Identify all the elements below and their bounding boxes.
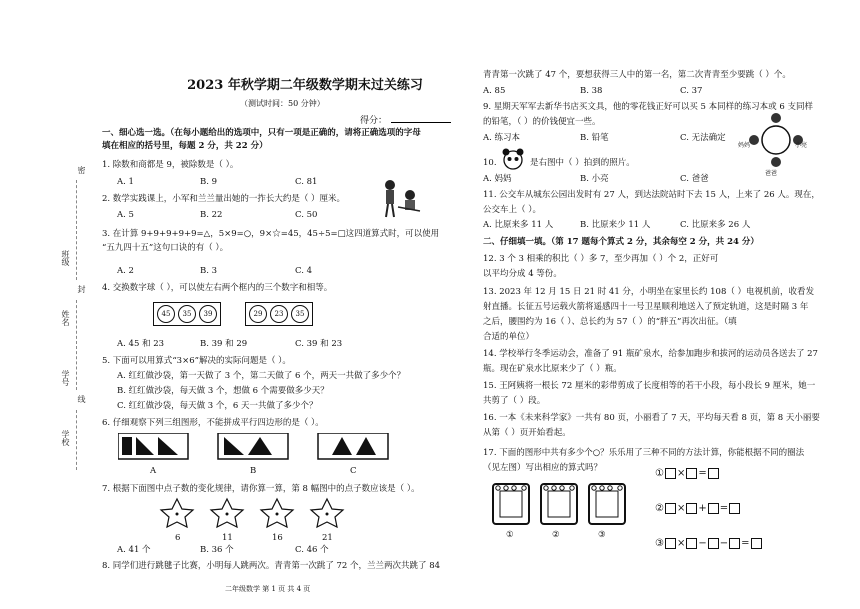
q11-option-c: C. 比原来多 26 人 bbox=[680, 220, 751, 230]
school-label: 学校 bbox=[61, 430, 70, 446]
q8-option-b: B. 38 bbox=[580, 86, 603, 96]
class-label: 班级 bbox=[61, 250, 70, 266]
q1-option-c: C. 81 bbox=[295, 177, 318, 187]
q14-line-1: 14. 学校举行冬季运动会，准备了 91 瓶矿泉水，给参加跑步和拔河的运动员各送去了 27 bbox=[483, 349, 818, 359]
score-field bbox=[360, 113, 451, 126]
q5-stem: 5. 下面可以用算式“3×6”解决的实际问题是（ ）。 bbox=[102, 356, 291, 366]
q13-line-1: 13. 2023 年 12 月 15 日 21 时 41 分，小明坐在家里长约 108（ ）电视机前，收看发 bbox=[483, 287, 815, 297]
q1-option-b: B. 9 bbox=[200, 177, 218, 187]
figure-label-xiaoliang: 小亮 bbox=[795, 142, 808, 149]
q6-option-a: A bbox=[150, 466, 157, 476]
equation-number: ② bbox=[655, 503, 664, 514]
q1-option-a: A. 1 bbox=[117, 177, 134, 187]
operator: − bbox=[698, 538, 707, 549]
equation-number: ③ bbox=[655, 538, 664, 549]
q7-count: 11 bbox=[222, 533, 233, 543]
q13-line-3: 之后，腰围约为 16（ ）、总长约为 57（ ）的“胖五”再次出征。（填 bbox=[483, 317, 737, 327]
figure-mark-3: ③ bbox=[598, 530, 606, 540]
q15-line-2: 共剪了（ ）段。 bbox=[483, 396, 546, 406]
name-label: 姓名 bbox=[61, 310, 70, 326]
q6-stem: 6. 仔细观察下列三组图形，不能拼成平行四边形的是（ ）。 bbox=[102, 418, 324, 428]
operator: × bbox=[676, 503, 686, 514]
q4-right-box bbox=[245, 302, 313, 326]
q8-option-c: C. 37 bbox=[680, 86, 703, 96]
section2-heading: 二、仔细填一填。（第 17 题每个算式 2 分，其余每空 2 分，共 24 分） bbox=[483, 237, 759, 247]
q10-stem: 10. bbox=[483, 158, 497, 168]
q14-line-2: 瓶。现在矿泉水比原来少了（ ）瓶。 bbox=[483, 364, 622, 374]
section1-heading-2: 填在相应的括号里，每题 2 分，共 22 分） bbox=[102, 141, 268, 151]
q11-stem-2: 公交车上（ ）。 bbox=[483, 205, 541, 215]
q7-count: 16 bbox=[272, 533, 283, 543]
operator: = bbox=[698, 468, 707, 479]
operator: × bbox=[676, 468, 686, 479]
panda-photo-icon bbox=[501, 147, 525, 171]
q2-option-b: B. 22 bbox=[200, 210, 223, 220]
q5-option-b: B. 红红做沙袋，每天做 3 个，想做 6 个需要做多少天？ bbox=[117, 386, 329, 396]
q10-option-a: A. 妈妈 bbox=[483, 174, 512, 184]
number-ball: 39 bbox=[199, 305, 217, 323]
answer-box[interactable] bbox=[665, 503, 676, 514]
answer-box[interactable] bbox=[729, 538, 740, 549]
number-ball: 23 bbox=[270, 305, 288, 323]
q3-option-b: B. 3 bbox=[200, 266, 218, 276]
section1-heading: 一、细心选一选。（在每小题给出的选项中，只有一项是正确的，请将正确选项的字母 bbox=[102, 128, 421, 138]
q17-circle-grouping-figures bbox=[490, 480, 635, 535]
number-label: 学号 bbox=[61, 370, 70, 386]
q16-line-1: 16. 一本《未来科学家》一共有 80 页，小丽看了 7 天，平均每天看 8 页，第 8 天小丽要 bbox=[483, 413, 820, 423]
q17-equation-2 bbox=[655, 503, 741, 514]
answer-box[interactable] bbox=[708, 503, 719, 514]
page-footer: 二年级数学 第 1 页 共 4 页 bbox=[225, 585, 311, 593]
q9-stem: 9. 星期天军军去新华书店买文具，他的零花钱正好可以买 5 本同样的练习本或 6 支同样 bbox=[483, 102, 813, 112]
test-time: （测试时间：50 分钟） bbox=[240, 99, 325, 108]
figure-mark-2: ② bbox=[552, 530, 560, 540]
answer-box[interactable] bbox=[686, 538, 697, 549]
operator: = bbox=[719, 503, 729, 514]
seal-line bbox=[76, 300, 77, 390]
number-ball: 35 bbox=[291, 305, 309, 323]
answer-box[interactable] bbox=[686, 468, 697, 479]
q6-shape-groups bbox=[118, 433, 398, 463]
q17-line-2: （见左图）写出相应的算式吗？ bbox=[483, 463, 603, 473]
answer-box[interactable] bbox=[665, 538, 676, 549]
q4-option-a: A. 45 和 23 bbox=[117, 339, 165, 349]
seal-mark: 密 bbox=[77, 166, 86, 174]
q7-option-c: C. 46 个 bbox=[295, 545, 329, 555]
q7-count: 6 bbox=[175, 533, 181, 543]
q4-option-c: C. 39 和 23 bbox=[295, 339, 343, 349]
operator: × bbox=[676, 538, 686, 549]
score-label: 得分： bbox=[360, 116, 388, 126]
q3-stem-2: “五九四十五”这句口诀的有（ ）。 bbox=[102, 243, 229, 253]
answer-box[interactable] bbox=[729, 503, 740, 514]
q3-option-a: A. 2 bbox=[117, 266, 134, 276]
q2-stem: 2. 数学实践课上，小军和兰兰量出她的一拃长大约是（ ）厘米。 bbox=[102, 194, 346, 204]
q12-line-1: 12. 3 个 3 相乘的积比（ ）多 7，至少再加（ ）个 2，正好可 bbox=[483, 254, 719, 264]
q2-option-a: A. 5 bbox=[117, 210, 134, 220]
answer-box[interactable] bbox=[686, 503, 697, 514]
measuring-children-illustration bbox=[378, 177, 423, 222]
q1-stem: 1. 除数和商都是 9，被除数是（ ）。 bbox=[102, 160, 239, 170]
q8-stem-2: 青青第一次跳了 47 个，要想获得三人中的第一名，第二次青青至少要跳（ ）个。 bbox=[483, 70, 791, 80]
q7-dot-pattern-figures bbox=[150, 497, 350, 529]
q7-option-b: B. 36 个 bbox=[200, 545, 234, 555]
q13-line-4: 合适的单位） bbox=[483, 332, 535, 342]
q5-option-a: A. 红红做沙袋，第一天做了 3 个，第二天做了 6 个，两天一共做了多少个？ bbox=[117, 371, 406, 381]
answer-box[interactable] bbox=[751, 538, 762, 549]
figure-label-mother: 妈妈 bbox=[738, 142, 751, 149]
q4-left-box bbox=[153, 302, 221, 326]
number-ball: 29 bbox=[249, 305, 267, 323]
exam-title: 2023 年秋学期二年级数学期末过关练习 bbox=[187, 78, 423, 93]
q2-option-c: C. 50 bbox=[295, 210, 318, 220]
q8-stem: 8. 同学们进行跳毽子比赛，小明每人跳两次。青青第一次跳了 72 个，兰兰两次共跳了 84 bbox=[102, 561, 441, 571]
answer-box[interactable] bbox=[708, 468, 719, 479]
q5-option-c: C. 红红做沙袋，每天做 3 个，6 天一共做了多少个？ bbox=[117, 401, 318, 411]
q7-stem: 7. 根据下面图中点子数的变化规律，请你算一算，第 8 幅图中的点子数应该是（ ）。 bbox=[102, 484, 420, 494]
q10-option-c: C. 爸爸 bbox=[680, 174, 709, 184]
q11-option-a: A. 比原来多 11 人 bbox=[483, 220, 554, 230]
q11-option-b: B. 比原来少 11 人 bbox=[580, 220, 651, 230]
q7-option-a: A. 41 个 bbox=[117, 545, 151, 555]
operator: − bbox=[719, 538, 729, 549]
q3-stem: 3. 在计算 9+9+9+9+9=△，5×9=○，9×☆=45，45÷5=□这四道算式时，可以使用 bbox=[102, 229, 440, 239]
q10-option-b: B. 小亮 bbox=[580, 174, 609, 184]
q12-line-2: 以平均分成 4 等份。 bbox=[483, 269, 562, 279]
seal-line bbox=[76, 410, 77, 470]
q4-stem: 4. 交换数字球（ ），可以使左右两个框内的三个数字和相等。 bbox=[102, 283, 333, 293]
operator: + bbox=[698, 503, 707, 514]
answer-box[interactable] bbox=[665, 468, 676, 479]
q10-stem-2: 是右图中（ ）拍到的照片。 bbox=[530, 158, 635, 168]
operator: = bbox=[741, 538, 750, 549]
q9-option-c: C. 无法确定 bbox=[680, 133, 726, 143]
q9-option-b: B. 铅笔 bbox=[580, 133, 609, 143]
q9-stem-2: 的铅笔，（ ）的价钱便宜一些。 bbox=[483, 117, 601, 127]
q15-line-1: 15. 王阿姨将一根长 72 厘米的彩带剪成了长度相等的若干小段，每小段长 9 厘米，她一 bbox=[483, 381, 816, 391]
q13-line-2: 射直播。长征五号运载火箭将遥感四十一号卫星顺利地送入了预定轨道，这是时隔 3 年 bbox=[483, 302, 809, 312]
figure-mark-1: ① bbox=[506, 530, 514, 540]
q17-equation-1 bbox=[655, 468, 720, 479]
equation-number: ① bbox=[655, 468, 664, 479]
q7-count: 21 bbox=[322, 533, 333, 543]
q11-stem: 11. 公交车从城东公园出发时有 27 人，到达法院站时下去 15 人，上来了 26 人。现在， bbox=[483, 190, 820, 200]
q8-option-a: A. 85 bbox=[483, 86, 506, 96]
q6-option-c: C bbox=[350, 466, 357, 476]
q6-option-b: B bbox=[250, 466, 257, 476]
q9-option-a: A. 练习本 bbox=[483, 133, 521, 143]
q4-option-b: B. 39 和 29 bbox=[200, 339, 248, 349]
seal-line bbox=[76, 180, 77, 280]
q17-line-1: 17. 下面的图形中共有多少个○？乐乐用了三种不同的方法计算，你能根据不同的圈法 bbox=[483, 448, 805, 458]
figure-label-father: 爸爸 bbox=[765, 170, 778, 177]
number-ball: 45 bbox=[157, 305, 175, 323]
q16-line-2: 从第（ ）页开始看起。 bbox=[483, 428, 571, 438]
answer-box[interactable] bbox=[708, 538, 719, 549]
q3-option-c: C. 4 bbox=[295, 266, 313, 276]
seal-mark: 线 bbox=[77, 395, 86, 403]
binding-column bbox=[40, 166, 100, 470]
q17-equation-3 bbox=[655, 538, 763, 549]
number-ball: 35 bbox=[178, 305, 196, 323]
seal-mark: 封 bbox=[77, 285, 86, 293]
